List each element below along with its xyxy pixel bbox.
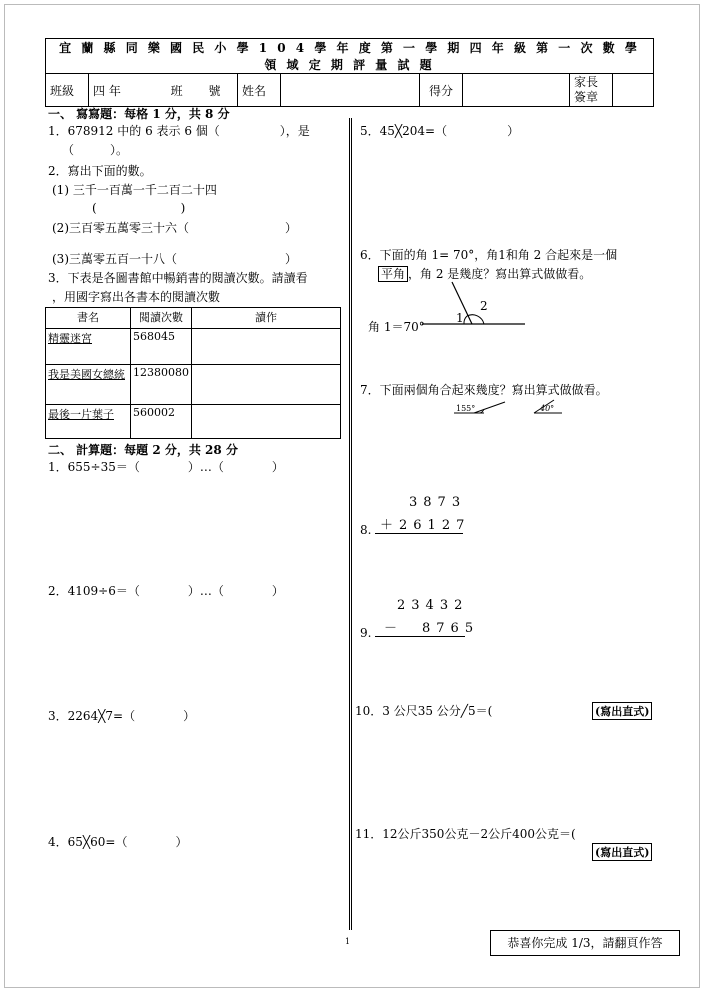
r-q11: 11．12公斤350公克－2公斤400公克＝( [355, 827, 576, 841]
section1-title: 一、 寫寫題：每格 1 分，共 8 分 [48, 107, 230, 121]
name-label: 姓名 [238, 74, 281, 107]
q10-vertical-tag: (寫出直式) [592, 702, 652, 720]
number-text: 號 [208, 83, 221, 98]
s1-q1b: （ ）。 [62, 143, 129, 157]
q9-number: 9. [360, 626, 372, 640]
q9-top: 23432 [397, 598, 469, 613]
reading-table [45, 307, 341, 439]
parent-sign-label: 家長 簽章 [570, 74, 613, 107]
s1-q3: 3．下表是各圖書館中暢銷書的閱讀次數。請讀看 [48, 271, 308, 285]
s1-q1: 1．678912 中的 6 表示 6 個（ ），是 [48, 124, 310, 138]
s2-q4: 4．65╳60=（ ） [48, 835, 188, 849]
header-table [45, 38, 654, 107]
footer-note: 恭喜你完成 1/3，請翻頁作答 [490, 930, 680, 956]
book-count: 12380080 [131, 365, 192, 405]
book-read[interactable] [192, 365, 341, 405]
q11-vertical-tag: (寫出直式) [592, 843, 652, 861]
r-q10: 10．3 公尺35 公分╱5＝( [355, 704, 493, 718]
th-read: 讀作 [192, 308, 341, 329]
book-count: 560002 [131, 405, 192, 439]
r-q6a: 6．下面的角 1= 70°，角1和角 2 合起來是一個 [360, 248, 618, 262]
angle-diagram [360, 280, 540, 340]
angle2-label: 2 [480, 299, 488, 313]
ban-text: 班 [170, 83, 183, 98]
q8-top: 3873 [409, 495, 467, 510]
angle1-label: 1 [456, 311, 464, 325]
r-q7: 7．下面兩個角合起來幾度？寫出算式做做看。 [360, 383, 608, 397]
name-field[interactable] [281, 74, 420, 107]
th-count: 閱讀次數 [131, 308, 192, 329]
s1-q3b: ，用國字寫出各書本的閱讀次數 [52, 290, 221, 304]
column-divider [349, 118, 352, 930]
q9-bottom: － 8765 [384, 621, 480, 636]
angle40-label: 40° [540, 404, 555, 413]
r-q5: 5．45╳204=（ ） [360, 124, 520, 138]
angle-label: 角 1＝70° [368, 320, 425, 334]
section2-title: 二、 計算題：每題 2 分，共 28 分 [48, 443, 238, 457]
score-label: 得分 [420, 74, 463, 107]
book-read[interactable] [192, 329, 341, 365]
angle155-label: 155° [456, 404, 476, 413]
book-name: 最後一片葉子 [46, 405, 131, 439]
q9-rule [375, 636, 465, 637]
s1-q2-3: (3)三萬零五百一十八（ ） [52, 252, 297, 266]
q8-rule [375, 533, 463, 534]
class-label: 班級 [46, 74, 89, 107]
th-book: 書名 [46, 308, 131, 329]
angle155-ray [474, 402, 505, 413]
s2-q3: 3．2264╳7=（ ） [48, 709, 196, 723]
r-q6b: ，角 2 是幾度？寫出算式做做看。 [408, 267, 592, 281]
q8-number: 8. [360, 523, 372, 537]
angle1-arc [464, 316, 467, 324]
s1-q2: 2．寫出下面的數。 [48, 164, 152, 178]
straight-angle-box: 平角 [378, 266, 408, 282]
s1-q2-1: (1) 三千一百萬一千二百二十四 [52, 183, 217, 197]
score-field[interactable] [463, 74, 570, 107]
book-count: 568045 [131, 329, 192, 365]
class-cell [89, 74, 238, 107]
parent-sign-field[interactable] [613, 74, 654, 107]
s2-q2: 2．4109÷6＝（ ）…（ ） [48, 584, 284, 598]
q8-bottom: ＋26127 [380, 518, 471, 533]
s1-q2-2: (2)三百零五萬零三十六（ ） [52, 221, 297, 235]
book-name: 精靈迷宮 [46, 329, 131, 365]
s2-q1: 1．655÷35＝（ ）…（ ） [48, 460, 284, 474]
table-row [46, 329, 341, 365]
page-number: 1 [345, 937, 351, 946]
s1-q2-1b: ( ) [92, 201, 186, 215]
grade-text: 四 年 [93, 83, 121, 98]
exam-title: 宜 蘭 縣 同 樂 國 民 小 學 1 0 4 學 年 度 第 一 學 期 四 年 級 第 一 次 數 學 領 域 定 期 評 量 試 題 [46, 39, 654, 74]
book-read[interactable] [192, 405, 341, 439]
table-row [46, 405, 341, 439]
table-row [46, 365, 341, 405]
two-angles-diagram [450, 398, 570, 418]
book-name: 我是美國女總統 [46, 365, 131, 405]
